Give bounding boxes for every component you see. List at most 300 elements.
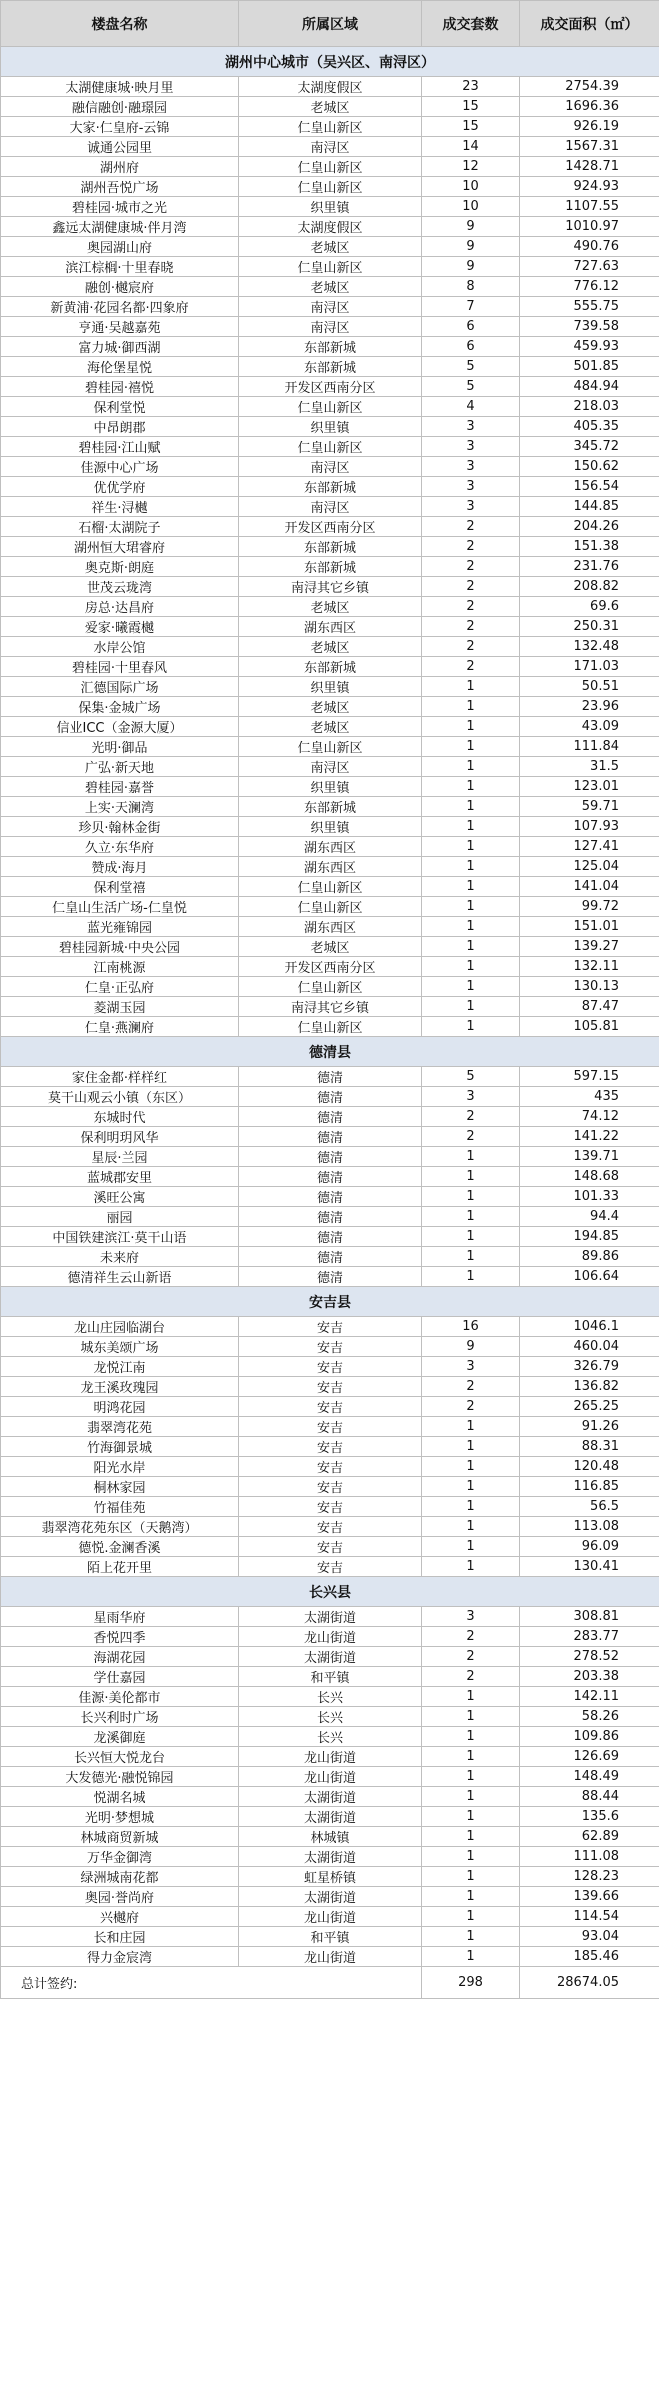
area-cell: 283.77 <box>520 1627 659 1647</box>
units-cell: 1 <box>422 1867 520 1887</box>
table-row <box>1 117 659 137</box>
table-row <box>1 1247 659 1267</box>
project-name-cell: 万华金御湾 <box>1 1847 239 1867</box>
units-cell: 3 <box>422 477 520 497</box>
units-cell: 3 <box>422 457 520 477</box>
project-name-cell: 林城商贸新城 <box>1 1827 239 1847</box>
area-cell: 926.19 <box>520 117 659 137</box>
table-row <box>1 1807 659 1827</box>
project-name-cell: 碧桂园·十里春风 <box>1 657 239 677</box>
district-cell: 德清 <box>239 1087 422 1107</box>
table-row <box>1 1477 659 1497</box>
project-name-cell: 富力城·御西湖 <box>1 337 239 357</box>
table-row <box>1 877 659 897</box>
table-row <box>1 277 659 297</box>
table-row <box>1 1687 659 1707</box>
district-cell: 安吉 <box>239 1557 422 1577</box>
project-name-cell: 溪旺公寓 <box>1 1187 239 1207</box>
project-name-cell: 仁皇山生活广场-仁皇悦 <box>1 897 239 917</box>
table-row <box>1 657 659 677</box>
project-name-cell: 翡翠湾花苑东区（天鹅湾） <box>1 1517 239 1537</box>
project-name-cell: 珍贝·翰林金街 <box>1 817 239 837</box>
total-label: 总计签约: <box>1 1967 422 1999</box>
table-row <box>1 957 659 977</box>
area-cell: 111.08 <box>520 1847 659 1867</box>
project-name-cell: 光明·御品 <box>1 737 239 757</box>
district-cell: 老城区 <box>239 97 422 117</box>
total-area: 28674.05 <box>520 1967 659 1999</box>
project-name-cell: 保利堂禧 <box>1 877 239 897</box>
district-cell: 老城区 <box>239 637 422 657</box>
area-cell: 278.52 <box>520 1647 659 1667</box>
units-cell: 3 <box>422 1087 520 1107</box>
district-cell: 德清 <box>239 1187 422 1207</box>
area-cell: 59.71 <box>520 797 659 817</box>
area-cell: 142.11 <box>520 1687 659 1707</box>
district-cell: 南浔区 <box>239 137 422 157</box>
table-row <box>1 1317 659 1337</box>
units-cell: 8 <box>422 277 520 297</box>
project-name-cell: 仁皇·燕澜府 <box>1 1017 239 1037</box>
area-cell: 151.38 <box>520 537 659 557</box>
area-cell: 23.96 <box>520 697 659 717</box>
section-title: 长兴县 <box>1 1577 659 1607</box>
district-cell: 龙山街道 <box>239 1907 422 1927</box>
units-cell: 2 <box>422 617 520 637</box>
area-cell: 130.41 <box>520 1557 659 1577</box>
table-row <box>1 937 659 957</box>
project-name-cell: 悦湖名城 <box>1 1787 239 1807</box>
project-name-cell: 碧桂园·江山赋 <box>1 437 239 457</box>
area-cell: 185.46 <box>520 1947 659 1967</box>
district-cell: 安吉 <box>239 1477 422 1497</box>
district-cell: 湖东西区 <box>239 837 422 857</box>
project-name-cell: 湖州恒大珺睿府 <box>1 537 239 557</box>
table-row <box>1 1377 659 1397</box>
units-cell: 4 <box>422 397 520 417</box>
area-cell: 490.76 <box>520 237 659 257</box>
table-row <box>1 517 659 537</box>
area-cell: 151.01 <box>520 917 659 937</box>
district-cell: 安吉 <box>239 1517 422 1537</box>
project-name-cell: 水岸公馆 <box>1 637 239 657</box>
units-cell: 1 <box>422 757 520 777</box>
table-row <box>1 1847 659 1867</box>
project-name-cell: 奥克斯·朗庭 <box>1 557 239 577</box>
district-cell: 织里镇 <box>239 417 422 437</box>
table-row <box>1 717 659 737</box>
table-row <box>1 1337 659 1357</box>
project-name-cell: 大发德光·融悦锦园 <box>1 1767 239 1787</box>
table-row <box>1 997 659 1017</box>
district-cell: 太湖街道 <box>239 1807 422 1827</box>
units-cell: 5 <box>422 377 520 397</box>
project-name-cell: 石榴·太湖院子 <box>1 517 239 537</box>
district-cell: 太湖街道 <box>239 1787 422 1807</box>
units-cell: 1 <box>422 1767 520 1787</box>
units-cell: 2 <box>422 557 520 577</box>
district-cell: 仁皇山新区 <box>239 157 422 177</box>
units-cell: 1 <box>422 1147 520 1167</box>
units-cell: 1 <box>422 677 520 697</box>
district-cell: 德清 <box>239 1267 422 1287</box>
table-row <box>1 757 659 777</box>
units-cell: 15 <box>422 117 520 137</box>
district-cell: 太湖度假区 <box>239 77 422 97</box>
units-cell: 1 <box>422 1947 520 1967</box>
area-cell: 106.64 <box>520 1267 659 1287</box>
area-cell: 1010.97 <box>520 217 659 237</box>
units-cell: 3 <box>422 417 520 437</box>
section-row <box>1 1287 659 1317</box>
area-cell: 136.82 <box>520 1377 659 1397</box>
area-cell: 126.69 <box>520 1747 659 1767</box>
total-row <box>1 1967 659 1999</box>
units-cell: 1 <box>422 1497 520 1517</box>
area-cell: 405.35 <box>520 417 659 437</box>
project-name-cell: 龙山庄园临湖台 <box>1 1317 239 1337</box>
project-name-cell: 赞成·海月 <box>1 857 239 877</box>
table-row <box>1 1867 659 1887</box>
units-cell: 6 <box>422 317 520 337</box>
units-cell: 1 <box>422 1927 520 1947</box>
area-cell: 91.26 <box>520 1417 659 1437</box>
area-cell: 132.48 <box>520 637 659 657</box>
area-cell: 2754.39 <box>520 77 659 97</box>
project-name-cell: 未来府 <box>1 1247 239 1267</box>
district-cell: 南浔区 <box>239 497 422 517</box>
header-units-sold: 成交套数 <box>422 1 520 47</box>
project-name-cell: 龙溪御庭 <box>1 1727 239 1747</box>
units-cell: 1 <box>422 937 520 957</box>
header-row <box>1 1 659 47</box>
table-row <box>1 1107 659 1127</box>
district-cell: 龙山街道 <box>239 1947 422 1967</box>
units-cell: 1 <box>422 1557 520 1577</box>
project-name-cell: 香悦四季 <box>1 1627 239 1647</box>
district-cell: 老城区 <box>239 717 422 737</box>
project-name-cell: 明鸿花园 <box>1 1397 239 1417</box>
table-row <box>1 177 659 197</box>
district-cell: 南浔区 <box>239 317 422 337</box>
area-cell: 459.93 <box>520 337 659 357</box>
table-row <box>1 777 659 797</box>
district-cell: 南浔区 <box>239 757 422 777</box>
district-cell: 德清 <box>239 1227 422 1247</box>
table-row <box>1 1607 659 1627</box>
area-cell: 231.76 <box>520 557 659 577</box>
area-cell: 130.13 <box>520 977 659 997</box>
area-cell: 1696.36 <box>520 97 659 117</box>
project-name-cell: 融信融创·融璟园 <box>1 97 239 117</box>
district-cell: 仁皇山新区 <box>239 257 422 277</box>
area-cell: 93.04 <box>520 1927 659 1947</box>
units-cell: 2 <box>422 1627 520 1647</box>
units-cell: 1 <box>422 1787 520 1807</box>
project-name-cell: 长和庄园 <box>1 1927 239 1947</box>
table-row <box>1 297 659 317</box>
area-cell: 114.54 <box>520 1907 659 1927</box>
area-cell: 58.26 <box>520 1707 659 1727</box>
area-cell: 484.94 <box>520 377 659 397</box>
units-cell: 2 <box>422 537 520 557</box>
district-cell: 安吉 <box>239 1317 422 1337</box>
table-row <box>1 157 659 177</box>
total-units: 298 <box>422 1967 520 1999</box>
area-cell: 88.31 <box>520 1437 659 1457</box>
table-row <box>1 1357 659 1377</box>
district-cell: 长兴 <box>239 1707 422 1727</box>
district-cell: 织里镇 <box>239 677 422 697</box>
area-cell: 141.22 <box>520 1127 659 1147</box>
district-cell: 太湖街道 <box>239 1647 422 1667</box>
units-cell: 1 <box>422 917 520 937</box>
project-name-cell: 陌上花开里 <box>1 1557 239 1577</box>
district-cell: 龙山街道 <box>239 1747 422 1767</box>
district-cell: 仁皇山新区 <box>239 397 422 417</box>
district-cell: 德清 <box>239 1107 422 1127</box>
area-cell: 144.85 <box>520 497 659 517</box>
table-row <box>1 1557 659 1577</box>
area-cell: 345.72 <box>520 437 659 457</box>
units-cell: 2 <box>422 1127 520 1147</box>
area-cell: 250.31 <box>520 617 659 637</box>
units-cell: 1 <box>422 997 520 1017</box>
table-row <box>1 1267 659 1287</box>
project-name-cell: 房总·达昌府 <box>1 597 239 617</box>
table-row <box>1 437 659 457</box>
district-cell: 和平镇 <box>239 1667 422 1687</box>
table-row <box>1 137 659 157</box>
project-name-cell: 家住金都·样样红 <box>1 1067 239 1087</box>
table-row <box>1 1627 659 1647</box>
project-name-cell: 蓝城郡安里 <box>1 1167 239 1187</box>
units-cell: 1 <box>422 1247 520 1267</box>
area-cell: 1046.1 <box>520 1317 659 1337</box>
area-cell: 460.04 <box>520 1337 659 1357</box>
district-cell: 东部新城 <box>239 337 422 357</box>
table-row <box>1 1747 659 1767</box>
district-cell: 虹星桥镇 <box>239 1867 422 1887</box>
district-cell: 德清 <box>239 1067 422 1087</box>
units-cell: 3 <box>422 497 520 517</box>
units-cell: 2 <box>422 1107 520 1127</box>
district-cell: 安吉 <box>239 1337 422 1357</box>
units-cell: 2 <box>422 1397 520 1417</box>
district-cell: 德清 <box>239 1147 422 1167</box>
table-row <box>1 457 659 477</box>
table-row <box>1 917 659 937</box>
project-name-cell: 翡翠湾花苑 <box>1 1417 239 1437</box>
table-row <box>1 1887 659 1907</box>
district-cell: 南浔其它乡镇 <box>239 997 422 1017</box>
units-cell: 1 <box>422 717 520 737</box>
district-cell: 仁皇山新区 <box>239 897 422 917</box>
district-cell: 仁皇山新区 <box>239 117 422 137</box>
table-row <box>1 1087 659 1107</box>
project-name-cell: 佳源·美伦都市 <box>1 1687 239 1707</box>
area-cell: 88.44 <box>520 1787 659 1807</box>
units-cell: 1 <box>422 737 520 757</box>
area-cell: 127.41 <box>520 837 659 857</box>
area-cell: 139.66 <box>520 1887 659 1907</box>
area-cell: 105.81 <box>520 1017 659 1037</box>
table-row <box>1 397 659 417</box>
header-area-sold: 成交面积（㎡） <box>520 1 659 47</box>
project-name-cell: 太湖健康城·映月里 <box>1 77 239 97</box>
table-row <box>1 1827 659 1847</box>
project-name-cell: 龙王溪玫瑰园 <box>1 1377 239 1397</box>
project-name-cell: 德悦.金澜香溪 <box>1 1537 239 1557</box>
area-cell: 94.4 <box>520 1207 659 1227</box>
district-cell: 安吉 <box>239 1397 422 1417</box>
units-cell: 1 <box>422 857 520 877</box>
units-cell: 1 <box>422 1457 520 1477</box>
district-cell: 老城区 <box>239 597 422 617</box>
units-cell: 1 <box>422 1207 520 1227</box>
section-title: 德清县 <box>1 1037 659 1067</box>
table-row <box>1 1127 659 1147</box>
section-title: 湖州中心城市（吴兴区、南浔区） <box>1 47 659 77</box>
units-cell: 1 <box>422 877 520 897</box>
area-cell: 148.49 <box>520 1767 659 1787</box>
area-cell: 597.15 <box>520 1067 659 1087</box>
table-row <box>1 1787 659 1807</box>
area-cell: 204.26 <box>520 517 659 537</box>
project-name-cell: 碧桂园·城市之光 <box>1 197 239 217</box>
area-cell: 31.5 <box>520 757 659 777</box>
project-name-cell: 兴樾府 <box>1 1907 239 1927</box>
area-cell: 265.25 <box>520 1397 659 1417</box>
units-cell: 1 <box>422 1437 520 1457</box>
project-name-cell: 碧桂园·禧悦 <box>1 377 239 397</box>
section-row <box>1 1037 659 1067</box>
project-name-cell: 莫干山观云小镇（东区） <box>1 1087 239 1107</box>
project-name-cell: 湖州吾悦广场 <box>1 177 239 197</box>
district-cell: 和平镇 <box>239 1927 422 1947</box>
area-cell: 1107.55 <box>520 197 659 217</box>
units-cell: 2 <box>422 657 520 677</box>
area-cell: 924.93 <box>520 177 659 197</box>
district-cell: 安吉 <box>239 1437 422 1457</box>
units-cell: 2 <box>422 1647 520 1667</box>
project-name-cell: 上实·天澜湾 <box>1 797 239 817</box>
project-name-cell: 汇德国际广场 <box>1 677 239 697</box>
area-cell: 69.6 <box>520 597 659 617</box>
project-name-cell: 阳光水岸 <box>1 1457 239 1477</box>
header-district: 所属区域 <box>239 1 422 47</box>
area-cell: 113.08 <box>520 1517 659 1537</box>
project-name-cell: 碧桂园·嘉誉 <box>1 777 239 797</box>
units-cell: 5 <box>422 1067 520 1087</box>
table-row <box>1 857 659 877</box>
project-name-cell: 保利明玥风华 <box>1 1127 239 1147</box>
district-cell: 老城区 <box>239 237 422 257</box>
project-name-cell: 江南桃源 <box>1 957 239 977</box>
project-name-cell: 城东美颂广场 <box>1 1337 239 1357</box>
district-cell: 德清 <box>239 1247 422 1267</box>
project-name-cell: 竹海御景城 <box>1 1437 239 1457</box>
district-cell: 仁皇山新区 <box>239 177 422 197</box>
units-cell: 1 <box>422 837 520 857</box>
table-row <box>1 677 659 697</box>
project-name-cell: 融创·樾宸府 <box>1 277 239 297</box>
table-row <box>1 637 659 657</box>
units-cell: 9 <box>422 237 520 257</box>
area-cell: 555.75 <box>520 297 659 317</box>
units-cell: 1 <box>422 957 520 977</box>
district-cell: 湖东西区 <box>239 617 422 637</box>
district-cell: 东部新城 <box>239 557 422 577</box>
district-cell: 南浔其它乡镇 <box>239 577 422 597</box>
area-cell: 43.09 <box>520 717 659 737</box>
district-cell: 仁皇山新区 <box>239 977 422 997</box>
project-name-cell: 祥生·浔樾 <box>1 497 239 517</box>
units-cell: 3 <box>422 1607 520 1627</box>
project-name-cell: 星雨华府 <box>1 1607 239 1627</box>
table-row <box>1 417 659 437</box>
project-name-cell: 东城时代 <box>1 1107 239 1127</box>
area-cell: 776.12 <box>520 277 659 297</box>
district-cell: 安吉 <box>239 1357 422 1377</box>
table-row <box>1 977 659 997</box>
district-cell: 东部新城 <box>239 537 422 557</box>
project-name-cell: 龙悦江南 <box>1 1357 239 1377</box>
table-row <box>1 1187 659 1207</box>
district-cell: 开发区西南分区 <box>239 957 422 977</box>
units-cell: 1 <box>422 1847 520 1867</box>
district-cell: 林城镇 <box>239 1827 422 1847</box>
district-cell: 湖东西区 <box>239 857 422 877</box>
table-row <box>1 617 659 637</box>
table-row <box>1 737 659 757</box>
district-cell: 安吉 <box>239 1457 422 1477</box>
district-cell: 织里镇 <box>239 817 422 837</box>
units-cell: 2 <box>422 1667 520 1687</box>
project-name-cell: 湖州府 <box>1 157 239 177</box>
units-cell: 9 <box>422 217 520 237</box>
district-cell: 德清 <box>239 1207 422 1227</box>
table-row <box>1 577 659 597</box>
district-cell: 安吉 <box>239 1497 422 1517</box>
table-row <box>1 837 659 857</box>
units-cell: 1 <box>422 1707 520 1727</box>
table-row <box>1 1927 659 1947</box>
units-cell: 1 <box>422 1187 520 1207</box>
project-name-cell: 学仕嘉园 <box>1 1667 239 1687</box>
units-cell: 1 <box>422 1517 520 1537</box>
units-cell: 1 <box>422 1747 520 1767</box>
area-cell: 308.81 <box>520 1607 659 1627</box>
area-cell: 120.48 <box>520 1457 659 1477</box>
district-cell: 太湖街道 <box>239 1607 422 1627</box>
project-name-cell: 优优学府 <box>1 477 239 497</box>
table-row <box>1 97 659 117</box>
area-cell: 116.85 <box>520 1477 659 1497</box>
district-cell: 仁皇山新区 <box>239 437 422 457</box>
table-row <box>1 1667 659 1687</box>
project-name-cell: 桐林家园 <box>1 1477 239 1497</box>
district-cell: 仁皇山新区 <box>239 1017 422 1037</box>
district-cell: 长兴 <box>239 1727 422 1747</box>
project-name-cell: 保集·金城广场 <box>1 697 239 717</box>
project-name-cell: 中国铁建滨江·莫干山语 <box>1 1227 239 1247</box>
area-cell: 727.63 <box>520 257 659 277</box>
district-cell: 安吉 <box>239 1417 422 1437</box>
units-cell: 1 <box>422 697 520 717</box>
table-row <box>1 77 659 97</box>
table-row <box>1 1207 659 1227</box>
